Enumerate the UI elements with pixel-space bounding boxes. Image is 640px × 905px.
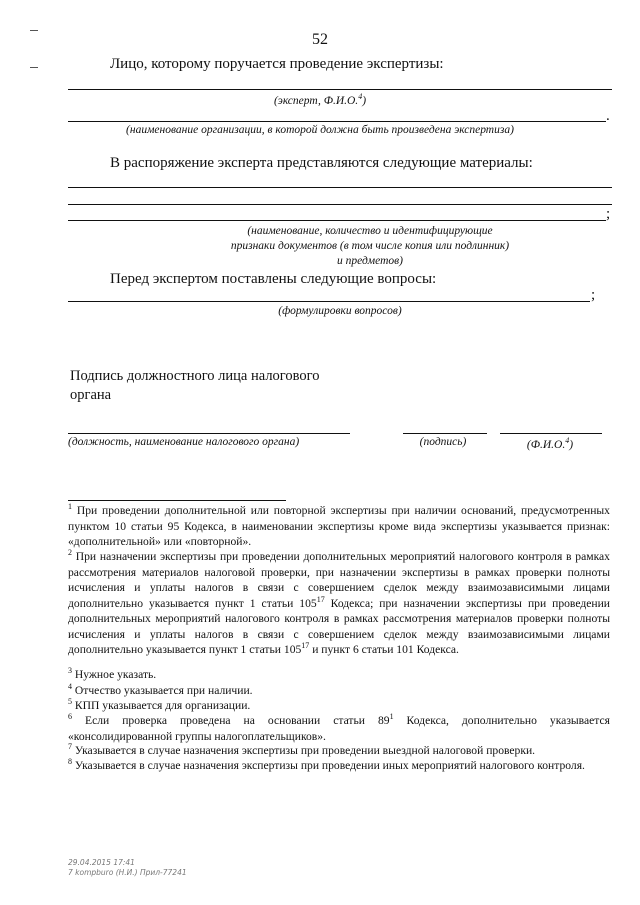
page-number: 52 (312, 31, 328, 48)
signature-line[interactable] (403, 433, 487, 434)
signature-label: Подпись должностного лица налогового органа (70, 368, 320, 403)
signer-name-line[interactable] (500, 433, 602, 434)
organization-caption: (наименование организации, в которой должна быть произведена экспертиза) (126, 124, 514, 136)
footnote-1: $^1$ При проведении дополнительной или повторной экспертизы при наличии оснований, предусмотренных пунктом 10 статьи 95 Кодекса, в наименовании экспертизы кроме вида экспертизы указывается признак: «дополнительной» или «повторной». (68, 502, 610, 548)
signature-caption: (подпись) (419, 436, 467, 448)
questions-caption: (формулировки вопросов) (278, 305, 402, 317)
footnote-6: $^6$ Если проверка проведена на основании статьи $89^1$ Кодекса, дополнительно указывается «консолидированной группы налогоплательщиков». (68, 712, 610, 743)
materials-line-end: ; (606, 206, 611, 222)
footnote-8: $^8$ Указывается в случае назначения экспертизы при проведении иных мероприятий налогового контроля. (68, 757, 585, 772)
print-stamp: 29.04.2015 17:41 7 kompburo (Н.И.) Прил-77241 (68, 858, 187, 877)
organization-line-end: . (606, 108, 610, 124)
questions-line[interactable] (68, 301, 590, 302)
materials-line-2[interactable] (68, 204, 612, 205)
position-line[interactable] (68, 433, 350, 434)
footnote-3: $^3$ Нужное указать. (68, 666, 157, 681)
materials-caption: (наименование, количество и идентифицирующие признаки документов (в том числе копия или подлинник) и предметов) (230, 225, 510, 267)
questions-line-end: ; (591, 287, 596, 303)
materials-line-3[interactable] (68, 220, 606, 221)
footnote-4: $^4$ Отчество указывается при наличии. (68, 682, 253, 697)
signer-name-caption: (Ф.И.О.$^4$) (526, 436, 574, 451)
materials-label: В распоряжение эксперта представляются следующие материалы: (110, 155, 533, 171)
footnote-7: $^7$ Указывается в случае назначения экспертизы при проведении выездной налоговой проверки. (68, 742, 536, 757)
footnote-2: $^2$ При назначении экспертизы при проведении дополнительных мероприятий налогового контроля в рамках рассмотрения материалов налоговой проверки, при назначении экспертизы в рамках проверки полноты исчисления и уплаты налогов в связи с совершением сделок между взаимозависимыми лицами дополнительно указывается пункт 1 статьи $105^{17}$ Кодекса; при назначении экспертизы при проведении дополнительных мероприятий налогового контроля в рамках рассмотрения материалов проверки полноты исчисления и уплаты налогов в связи с совершением сделок между взаимозависимыми лицами дополнительно указывается пункт 1 статьи $105^{17}$ и пункт 6 статьи 101 Кодекса. (68, 548, 610, 656)
position-caption: (должность, наименование налогового органа) (68, 436, 300, 448)
margin-mark (30, 67, 38, 68)
questions-label: Перед экспертом поставлены следующие вопросы: (110, 271, 437, 287)
materials-line-1[interactable] (68, 187, 612, 188)
expert-label: Лицо, которому поручается проведение экспертизы: (110, 56, 444, 72)
footnote-separator (68, 500, 286, 501)
organization-line[interactable] (68, 121, 606, 122)
expert-caption: (эксперт, Ф.И.О.$^4$) (273, 92, 367, 107)
footnote-5: $^5$ КПП указывается для организации. (68, 697, 251, 712)
expert-name-line[interactable] (68, 89, 612, 90)
